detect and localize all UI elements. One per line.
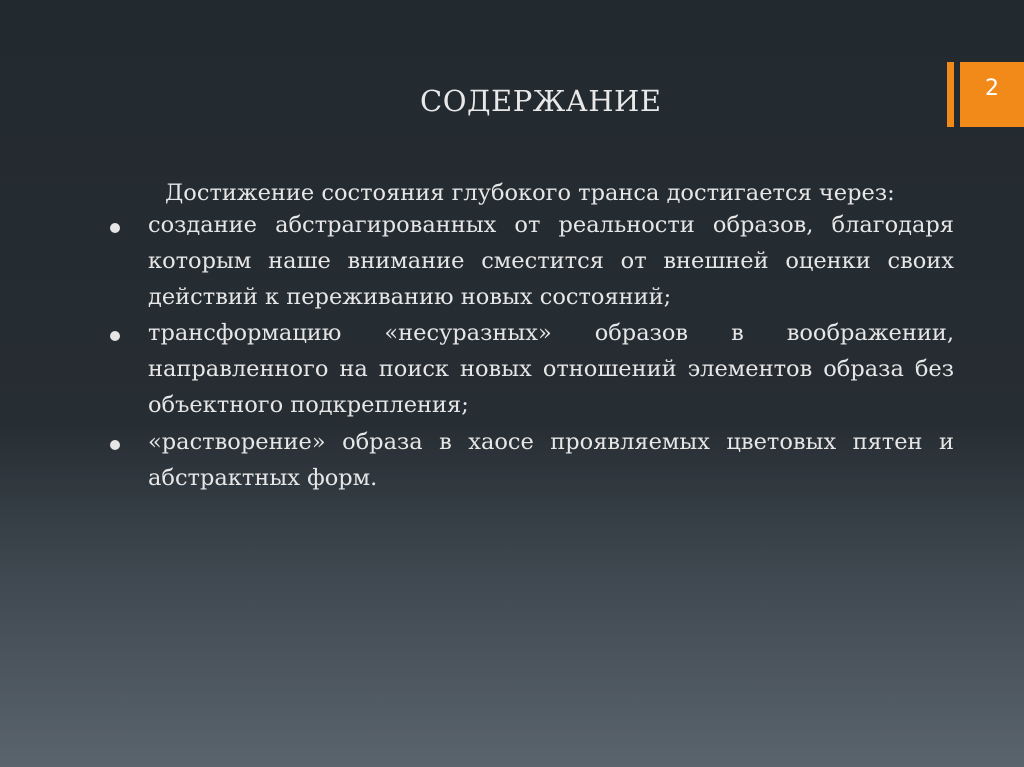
page-number: 2: [985, 76, 999, 101]
intro-text: Достижение состояния глубокого транса достигается через:: [165, 180, 895, 206]
list-item: создание абстрагированных от реальности образов, благодаря которым наше внимание сместится от внешней оценки своих действий к переживанию новых состояний;: [148, 212, 954, 310]
bullet-icon: [110, 331, 120, 341]
list-item: трансформацию «несуразных» образов в воображении, направленного на поиск новых отношений элементов образа без объектного подкрепления;: [148, 320, 954, 418]
bullet-icon: [110, 223, 120, 233]
page-title: СОДЕРЖАНИЕ: [420, 84, 662, 118]
page-number-accent-bar: [947, 62, 954, 127]
bullet-icon: [110, 440, 120, 450]
list-item: «растворение» образа в хаосе проявляемых цветовых пятен и абстрактных форм.: [148, 429, 954, 491]
